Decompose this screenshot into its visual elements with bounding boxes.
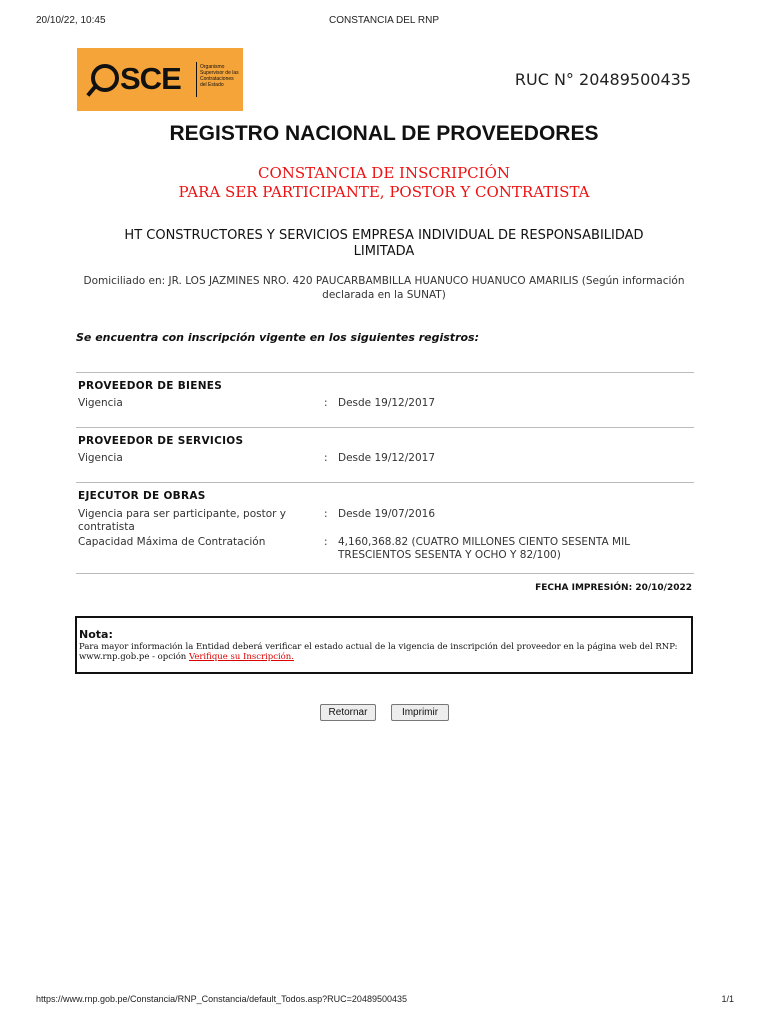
row-value: 4,160,368.82 (CUATRO MILLONES CIENTO SESENTA MIL TRESCIENTOS SESENTA Y OCHO Y 82/100) [338,536,631,561]
logo-tagline [200,64,240,88]
print-doc-title: CONSTANCIA DEL RNP [328,15,440,26]
certificate-subtitle [0,164,768,202]
row-value: Desde 19/12/2017 [338,397,435,409]
registry-name: EJECUTOR DE OBRAS [78,490,206,502]
row-label: Vigencia para ser participante, postor y contratista [78,508,287,533]
row-value: Desde 19/12/2017 [338,452,435,464]
registry-obras [76,482,694,574]
osce-logo [77,48,243,111]
registries-intro: Se encuentra con inscripción vigente en los siguientes registros: [76,331,479,344]
print-page-number: 1/1 [721,994,734,1004]
verify-inscription-link[interactable]: Verifique su Inscripción. [188,652,294,662]
logo-divider [196,62,197,97]
row-colon: : [324,508,328,520]
subtitle-line-2: PARA SER PARTICIPANTE, POSTOR Y CONTRATISTA [178,183,590,201]
page-title: REGISTRO NACIONAL DE PROVEEDORES [169,122,599,145]
note-text [79,642,691,662]
registry-name: PROVEEDOR DE BIENES [78,380,223,392]
magnifier-icon [91,64,119,92]
print-date: FECHA IMPRESIÓN: 20/10/2022 [535,583,692,593]
row-value: Desde 19/07/2016 [338,508,435,520]
logo-tagline-line: Contrataciones [200,76,234,82]
row-label: Capacidad Máxima de Contratación [78,536,266,548]
registry-name: PROVEEDOR DE SERVICIOS [78,435,244,447]
imprimir-button[interactable]: Imprimir [391,704,449,721]
note-box [75,616,693,674]
note-body: Para mayor información la Entidad deberá verificar el estado actual de la vigencia de inscripción del proveedor en la página web del RNP: www.rnp.gob.pe - opción [79,642,678,662]
print-datetime: 20/10/22, 10:45 [36,15,106,26]
osce-logo-mark [91,61,181,97]
print-url: https://www.rnp.gob.pe/Constancia/RNP_Constancia/default_Todos.asp?RUC=20489500435 [36,994,407,1004]
logo-tagline-line: Organismo [200,64,225,70]
logo-text: SCE [120,61,181,96]
row-label: Vigencia [78,397,123,409]
retornar-button[interactable]: Retornar [320,704,376,721]
company-name: HT CONSTRUCTORES Y SERVICIOS EMPRESA INDIVIDUAL DE RESPONSABILIDAD LIMITADA [124,228,644,259]
note-heading: Nota: [79,628,113,641]
logo-tagline-line: Supervisor de las [200,70,239,76]
company-address: Domiciliado en: JR. LOS JAZMINES NRO. 420 PAUCARBAMBILLA HUANUCO HUANUCO AMARILIS (Según información declarada en la SUNAT) [83,275,685,301]
row-label: Vigencia [78,452,123,464]
registry-servicios [76,427,694,482]
registry-bienes [76,372,694,427]
row-colon: : [324,397,328,409]
ruc-number: RUC N° 20489500435 [514,70,691,89]
logo-tagline-line: del Estado [200,82,224,88]
row-colon: : [324,452,328,464]
row-colon: : [324,536,328,548]
subtitle-line-1: CONSTANCIA DE INSCRIPCIÓN [257,164,510,182]
